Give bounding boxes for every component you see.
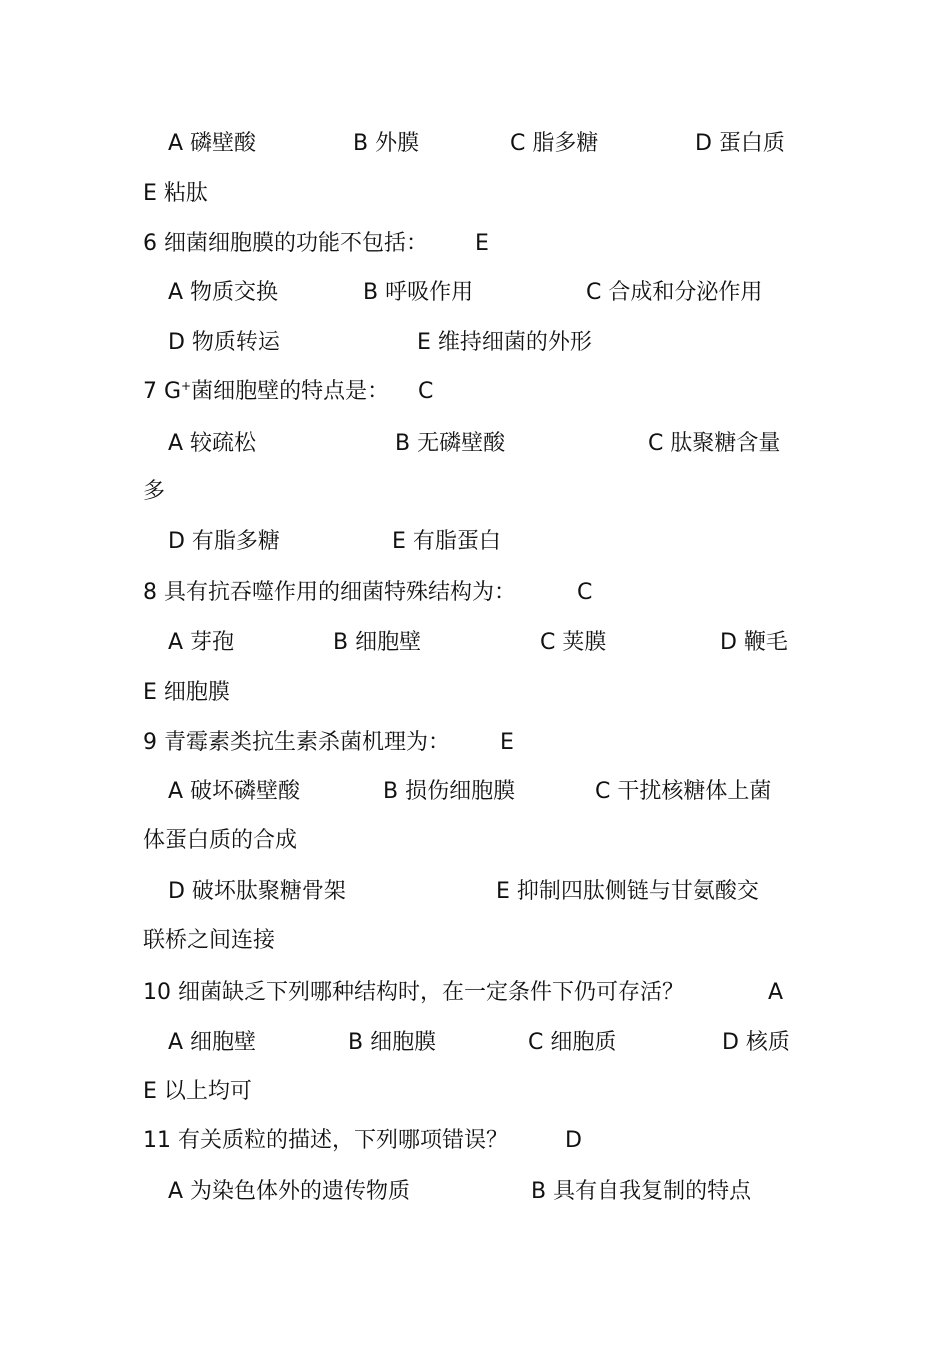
question-11-answer: D — [565, 1128, 582, 1153]
option-d: D 有脂多糖 — [168, 529, 280, 554]
option-a: A 为染色体外的遗传物质 — [168, 1179, 411, 1204]
option-b: B 无磷壁酸 — [395, 431, 506, 456]
option-a: A 芽孢 — [168, 630, 235, 655]
option-b: B 细胞壁 — [333, 630, 422, 655]
option-d: D 蛋白质 — [695, 131, 785, 156]
option-c-continuation: 多 — [143, 479, 166, 504]
option-c: C 细胞质 — [528, 1030, 617, 1055]
option-c: C 脂多糖 — [510, 131, 599, 156]
question-7-stem: 菌细胞壁的特点是： — [191, 379, 390, 404]
option-e: E 有脂蛋白 — [392, 529, 501, 554]
option-d: D 物质转运 — [168, 330, 280, 355]
option-b: B 具有自我复制的特点 — [531, 1179, 752, 1204]
option-a: A 破坏磷壁酸 — [168, 779, 301, 804]
question-11-text: 11 有关质粒的描述，下列哪项错误？ — [143, 1128, 508, 1153]
question-10-text: 10 细菌缺乏下列哪种结构时，在一定条件下仍可存活？ — [143, 980, 684, 1005]
option-e: E 粘肽 — [143, 181, 208, 206]
question-8-text: 8 具有抗吞噬作用的细菌特殊结构为： — [143, 580, 516, 605]
option-e-continuation: 联桥之间连接 — [143, 928, 276, 953]
question-10-answer: A — [768, 980, 784, 1005]
option-d: D 鞭毛 — [720, 630, 788, 655]
option-d: D 破坏肽聚糖骨架 — [168, 879, 346, 904]
option-b: B 损伤细胞膜 — [383, 779, 516, 804]
question-6-text: 6 细菌细胞膜的功能不包括： — [143, 231, 428, 256]
option-b: B 外膜 — [353, 131, 420, 156]
option-a: A 磷壁酸 — [168, 131, 257, 156]
option-b: B 细胞膜 — [348, 1030, 437, 1055]
option-c-continuation: 体蛋白质的合成 — [143, 828, 298, 853]
question-8-answer: C — [577, 580, 593, 605]
option-e: E 抑制四肽侧链与甘氨酸交 — [496, 879, 759, 904]
option-a: A 细胞壁 — [168, 1030, 257, 1055]
question-9-answer: E — [500, 730, 514, 755]
option-e: E 维持细菌的外形 — [417, 330, 592, 355]
question-9-text: 9 青霉素类抗生素杀菌机理为： — [143, 730, 450, 755]
option-d: D 核质 — [722, 1030, 790, 1055]
option-e: E 细胞膜 — [143, 680, 230, 705]
option-c: C 荚膜 — [540, 630, 607, 655]
option-c: C 合成和分泌作用 — [586, 280, 763, 305]
option-a: A 较疏松 — [168, 431, 257, 456]
option-e: E 以上均可 — [143, 1079, 252, 1104]
option-c: C 肽聚糖含量 — [648, 431, 781, 456]
question-7-number: 7 G — [143, 379, 182, 404]
option-c: C 干扰核糖体上菌 — [595, 779, 772, 804]
question-7-answer: C — [418, 379, 434, 404]
option-b: B 呼吸作用 — [363, 280, 474, 305]
question-6-answer: E — [475, 231, 489, 256]
question-7-text — [143, 379, 389, 405]
option-a: A 物质交换 — [168, 280, 279, 305]
gram-positive-superscript: + — [181, 379, 192, 393]
